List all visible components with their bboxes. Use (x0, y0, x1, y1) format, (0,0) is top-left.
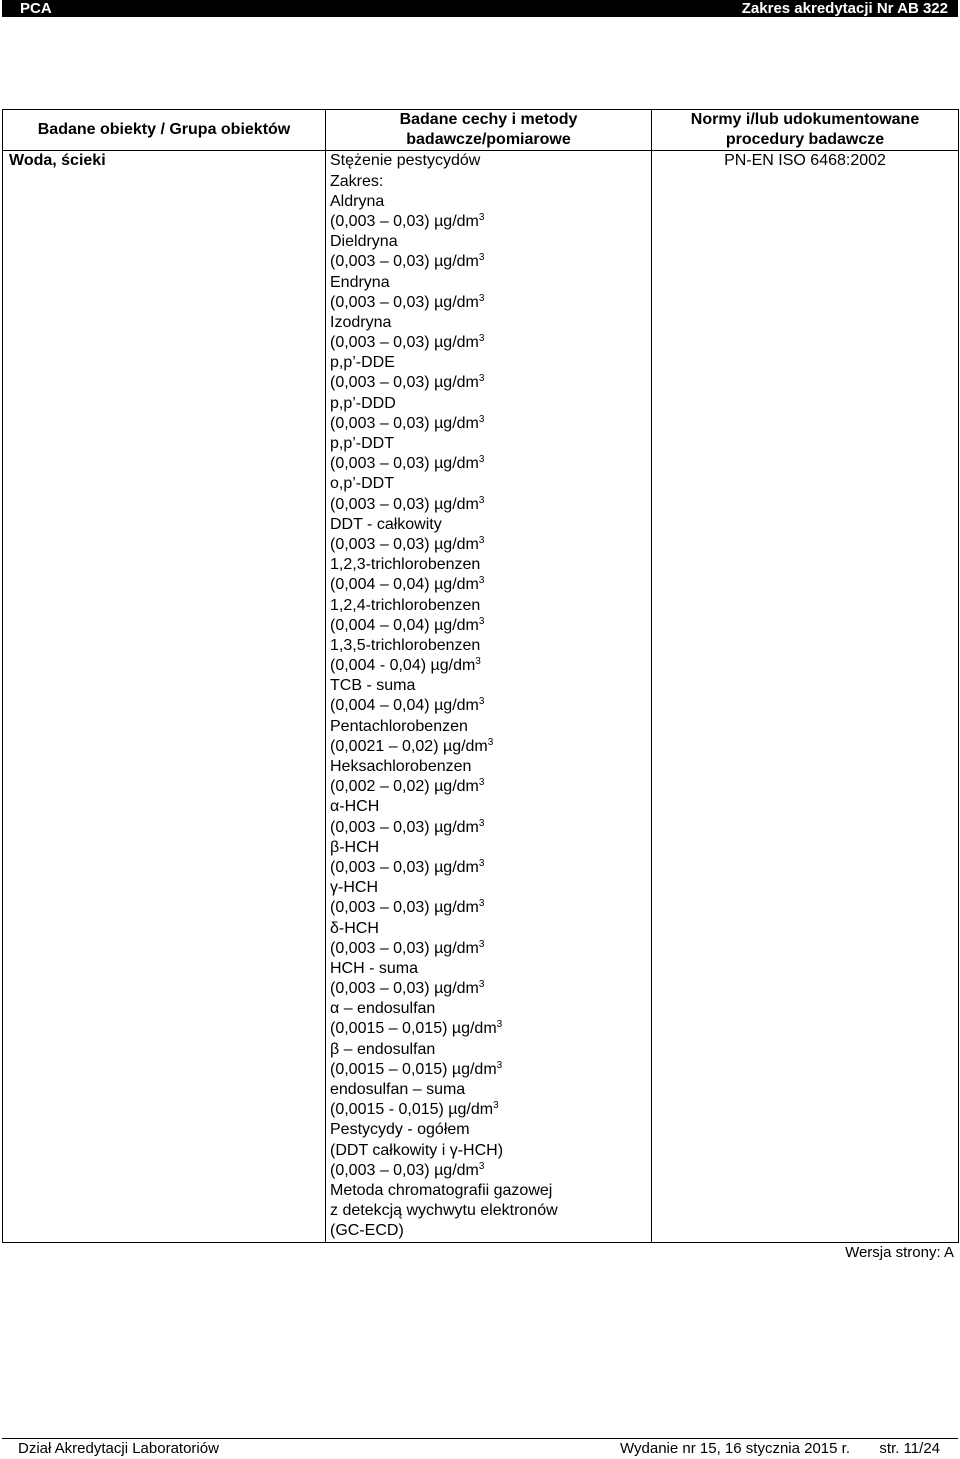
method-line-text: (0,003 – 0,03) µg/dm (330, 939, 479, 957)
method-line (330, 959, 651, 979)
method-line-text: (0,003 – 0,03) µg/dm (330, 535, 479, 553)
method-line (330, 616, 651, 636)
document-header-bar (2, 0, 958, 17)
method-line (330, 878, 651, 898)
table-row (3, 151, 959, 1242)
method-line (330, 838, 651, 858)
method-line-text: α-HCH (330, 798, 380, 816)
unit-exponent: 3 (478, 817, 485, 829)
footer-divider (2, 1438, 958, 1439)
method-line-text: 1,2,3-trichlorobenzen (330, 556, 481, 574)
method-line (330, 717, 651, 737)
method-line (330, 515, 651, 535)
method-line (330, 1060, 651, 1080)
method-line-text: (0,003 – 0,03) µg/dm (330, 212, 479, 230)
method-line (330, 797, 651, 817)
method-line-text: Zakres: (330, 172, 384, 190)
method-line-text: (0,003 – 0,03) µg/dm (330, 293, 479, 311)
method-line (330, 252, 651, 272)
unit-exponent: 3 (478, 1160, 485, 1172)
method-line-text: δ-HCH (330, 919, 379, 937)
method-line (330, 696, 651, 716)
method-line (330, 757, 651, 777)
method-line-text: (0,003 – 0,03) µg/dm (330, 899, 479, 917)
method-line (330, 1019, 651, 1039)
unit-exponent: 3 (487, 736, 494, 748)
method-line (330, 333, 651, 353)
method-line (330, 151, 651, 171)
method-line-text: 1,3,5-trichlorobenzen (330, 636, 481, 654)
method-line-text: (0,003 – 0,03) µg/dm (330, 414, 479, 432)
method-line-text: (0,004 – 0,04) µg/dm (330, 576, 479, 594)
method-line-text: β-HCH (330, 838, 380, 856)
object-name: Woda, ścieki (9, 152, 106, 170)
method-line-text: p,p’-DDD (330, 394, 396, 412)
method-line-text: Izodryna (330, 313, 392, 331)
method-line (330, 1181, 651, 1201)
method-line-text: Metoda chromatografii gazowej (330, 1181, 553, 1199)
method-line (330, 434, 651, 454)
method-line-text: HCH - suma (330, 959, 419, 977)
method-line (330, 919, 651, 939)
unit-exponent: 3 (478, 696, 485, 708)
method-line-text: (DDT całkowity i γ-HCH) (330, 1141, 504, 1159)
method-line-text: (GC-ECD) (330, 1222, 404, 1240)
unit-exponent: 3 (478, 211, 485, 223)
method-line (330, 979, 651, 999)
unit-exponent: 3 (478, 575, 485, 587)
method-line (330, 596, 651, 616)
method-line-text: (0,003 – 0,03) µg/dm (330, 1161, 479, 1179)
method-line (330, 858, 651, 878)
method-line-text: p,p’-DDE (330, 354, 395, 372)
norm-name: PN-EN ISO 6468:2002 (724, 152, 886, 170)
method-line-text: DDT - całkowity (330, 515, 442, 533)
method-line-text: (0,0015 - 0,015) µg/dm (330, 1101, 494, 1119)
method-line-text: Pentachlorobenzen (330, 717, 468, 735)
unit-exponent: 3 (478, 777, 485, 789)
unit-exponent: 3 (478, 454, 485, 466)
method-line-text: (0,003 – 0,03) µg/dm (330, 334, 479, 352)
method-line (330, 737, 651, 757)
unit-exponent: 3 (478, 413, 485, 425)
page-version: Wersja strony: A (845, 1244, 954, 1261)
unit-exponent: 3 (478, 938, 485, 950)
header-org: PCA (20, 0, 52, 17)
unit-exponent: 3 (478, 534, 485, 546)
method-line-text: β – endosulfan (330, 1040, 436, 1058)
header-scope-number: Zakres akredytacji Nr AB 322 (741, 0, 948, 17)
column-header-objects: Badane obiekty / Grupa obiektów (3, 110, 326, 151)
method-line-text: Dieldryna (330, 233, 398, 251)
method-line (330, 1141, 651, 1161)
method-line-text: endosulfan – suma (330, 1081, 466, 1099)
method-line-text: (0,003 – 0,03) µg/dm (330, 374, 479, 392)
method-line (330, 172, 651, 192)
footer-page-number: str. 11/24 (879, 1440, 940, 1457)
method-line-text: (0,0021 – 0,02) µg/dm (330, 737, 488, 755)
method-line-text: p,p’-DDT (330, 435, 395, 453)
method-line-text: o,p’-DDT (330, 475, 395, 493)
method-line-text: γ-HCH (330, 879, 378, 897)
method-line (330, 454, 651, 474)
unit-exponent: 3 (478, 615, 485, 627)
method-line (330, 212, 651, 232)
footer-department: Dział Akredytacji Laboratoriów (18, 1440, 219, 1457)
method-line (330, 474, 651, 494)
method-line-text: (0,003 – 0,03) µg/dm (330, 858, 479, 876)
unit-exponent: 3 (496, 1059, 503, 1071)
column-header-methods: Badane cechy i metody badawcze/pomiarowe (326, 110, 652, 151)
method-line (330, 232, 651, 252)
unit-exponent: 3 (475, 656, 481, 668)
method-line-text: (0,004 – 0,04) µg/dm (330, 616, 479, 634)
method-line (330, 394, 651, 414)
method-line-text: (0,004 – 0,04) µg/dm (330, 697, 479, 715)
method-line (330, 1201, 651, 1221)
method-line-text: Endryna (330, 273, 390, 291)
method-line (330, 777, 651, 797)
method-line-text: α – endosulfan (330, 1000, 436, 1018)
unit-exponent: 3 (496, 1019, 503, 1031)
object-cell (3, 151, 326, 1242)
method-line-text: Heksachlorobenzen (330, 758, 472, 776)
footer-edition: Wydanie nr 15, 16 stycznia 2015 r. (620, 1440, 850, 1457)
unit-exponent: 3 (478, 333, 485, 345)
method-line (330, 999, 651, 1019)
unit-exponent: 3 (478, 857, 485, 869)
method-line (330, 898, 651, 918)
method-line-text: Aldryna (330, 192, 385, 210)
method-line (330, 273, 651, 293)
method-line-text: (0,004 - 0,04) µg/dm (330, 657, 476, 675)
method-line-text: (0,003 – 0,03) µg/dm (330, 818, 479, 836)
method-line (330, 1080, 651, 1100)
unit-exponent: 3 (478, 373, 485, 385)
method-line (330, 1221, 651, 1241)
unit-exponent: 3 (493, 1100, 499, 1112)
unit-exponent: 3 (478, 494, 485, 506)
method-line-text: TCB - suma (330, 677, 416, 695)
method-line (330, 293, 651, 313)
method-line-text: (0,003 – 0,03) µg/dm (330, 253, 479, 271)
method-line (330, 353, 651, 373)
method-line (330, 313, 651, 333)
method-line (330, 1100, 651, 1120)
method-line (330, 535, 651, 555)
method-line (330, 1161, 651, 1181)
method-line-text: z detekcją wychwytu elektronów (330, 1202, 558, 1220)
method-line-text: (0,002 – 0,02) µg/dm (330, 778, 479, 796)
method-line-text: (0,003 – 0,03) µg/dm (330, 980, 479, 998)
norm-cell (652, 151, 959, 1242)
method-line (330, 656, 651, 676)
method-line (330, 1040, 651, 1060)
method-line-text: 1,2,4-trichlorobenzen (330, 596, 481, 614)
unit-exponent: 3 (478, 292, 485, 304)
method-line-text: (0,0015 – 0,015) µg/dm (330, 1060, 497, 1078)
method-line (330, 373, 651, 393)
method-line (330, 495, 651, 515)
method-line (330, 676, 651, 696)
method-line (330, 636, 651, 656)
table-header-row (3, 110, 959, 151)
method-line-text: Stężenie pestycydów (330, 152, 481, 170)
method-line-text: (0,0015 – 0,015) µg/dm (330, 1020, 497, 1038)
column-header-norms: Normy i/lub udokumentowane procedury badawcze (652, 110, 959, 151)
unit-exponent: 3 (478, 979, 485, 991)
unit-exponent: 3 (478, 252, 485, 264)
method-line (330, 555, 651, 575)
method-line-text: Pestycydy - ogółem (330, 1121, 470, 1139)
method-line-text: (0,003 – 0,03) µg/dm (330, 455, 479, 473)
unit-exponent: 3 (478, 898, 485, 910)
method-line (330, 818, 651, 838)
method-line-text: (0,003 – 0,03) µg/dm (330, 495, 479, 513)
accreditation-table (2, 109, 959, 1243)
method-line (330, 575, 651, 595)
method-line (330, 1120, 651, 1140)
method-line (330, 414, 651, 434)
method-line (330, 192, 651, 212)
method-cell (326, 151, 652, 1242)
method-line (330, 939, 651, 959)
